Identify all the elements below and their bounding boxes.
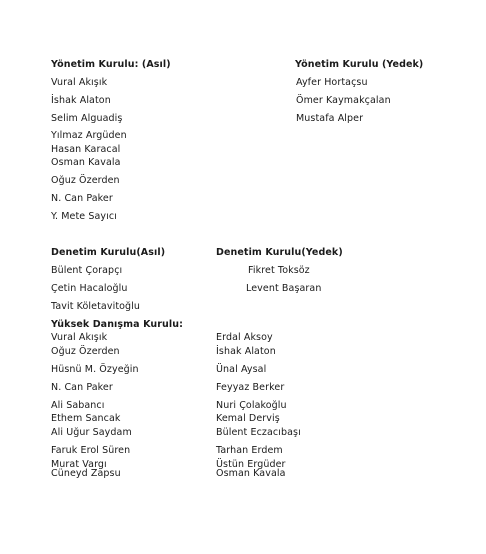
yonetim-yedek-member: Mustafa Alper <box>296 113 364 124</box>
yonetim-asil-member: Osman Kavala <box>51 157 121 168</box>
yonetim-yedek-member: Ayfer Hortaçsu <box>296 77 368 88</box>
yonetim-asil-member: Yılmaz Argüden <box>51 130 127 141</box>
yonetim-yedek-member: Ömer Kaymakçalan <box>296 95 391 106</box>
danisma-member-right: Feyyaz Berker <box>216 382 285 393</box>
danisma-member-left: N. Can Paker <box>51 382 113 393</box>
denetim-yedek-heading: Denetim Kurulu(Yedek) <box>216 247 343 258</box>
danisma-member-left: Oğuz Özerden <box>51 346 120 357</box>
danisma-member-right: Kemal Derviş <box>216 413 280 424</box>
danisma-member-right: Ünal Aysal <box>216 364 267 375</box>
denetim-asil-member: Bülent Çorapçı <box>51 265 123 276</box>
danisma-member-left: Hüsnü M. Özyeğin <box>51 364 139 375</box>
danisma-member-right: Bülent Eczacıbaşı <box>216 427 301 438</box>
denetim-yedek-member: Fikret Toksöz <box>248 265 310 276</box>
danisma-member-right: Osman Kavala <box>216 468 286 479</box>
yonetim-asil-member: Oğuz Özerden <box>51 175 120 186</box>
danisma-member-left: Cüneyd Zapsu <box>51 468 121 479</box>
denetim-yedek-member: Levent Başaran <box>246 283 322 294</box>
yonetim-asil-member: Selim Alguadiş <box>51 113 123 124</box>
denetim-asil-member: Tavit Köletavitoğlu <box>51 301 141 312</box>
danisma-heading: Yüksek Danışma Kurulu: <box>51 319 184 330</box>
danisma-member-right: Nuri Çolakoğlu <box>216 400 287 411</box>
danisma-member-right: Tarhan Erdem <box>216 445 283 456</box>
danisma-member-left: Faruk Erol Süren <box>51 445 131 456</box>
danisma-member-right: İshak Alaton <box>216 346 276 357</box>
danisma-member-left: Ethem Sancak <box>51 413 121 424</box>
danisma-member-right: Üstün Ergüder <box>216 459 286 470</box>
danisma-member-right: Erdal Aksoy <box>216 332 273 343</box>
yonetim-asil-member: İshak Alaton <box>51 95 111 106</box>
yonetim-asil-member: N. Can Paker <box>51 193 113 204</box>
yonetim-asil-member: Hasan Karacal <box>51 144 121 155</box>
danisma-member-left: Murat Vargı <box>51 459 107 470</box>
danisma-member-left: Ali Uğur Saydam <box>51 427 132 438</box>
yonetim-asil-member: Y. Mete Sayıcı <box>51 211 117 222</box>
danisma-member-left: Ali Sabancı <box>51 400 105 411</box>
yonetim-yedek-heading: Yönetim Kurulu (Yedek) <box>295 59 424 70</box>
yonetim-asil-heading: Yönetim Kurulu: (Asıl) <box>51 59 171 70</box>
yonetim-asil-member: Vural Akışık <box>51 77 108 88</box>
denetim-asil-member: Çetin Hacaloğlu <box>51 283 128 294</box>
denetim-asil-heading: Denetim Kurulu(Asıl) <box>51 247 166 258</box>
danisma-member-left: Vural Akışık <box>51 332 108 343</box>
